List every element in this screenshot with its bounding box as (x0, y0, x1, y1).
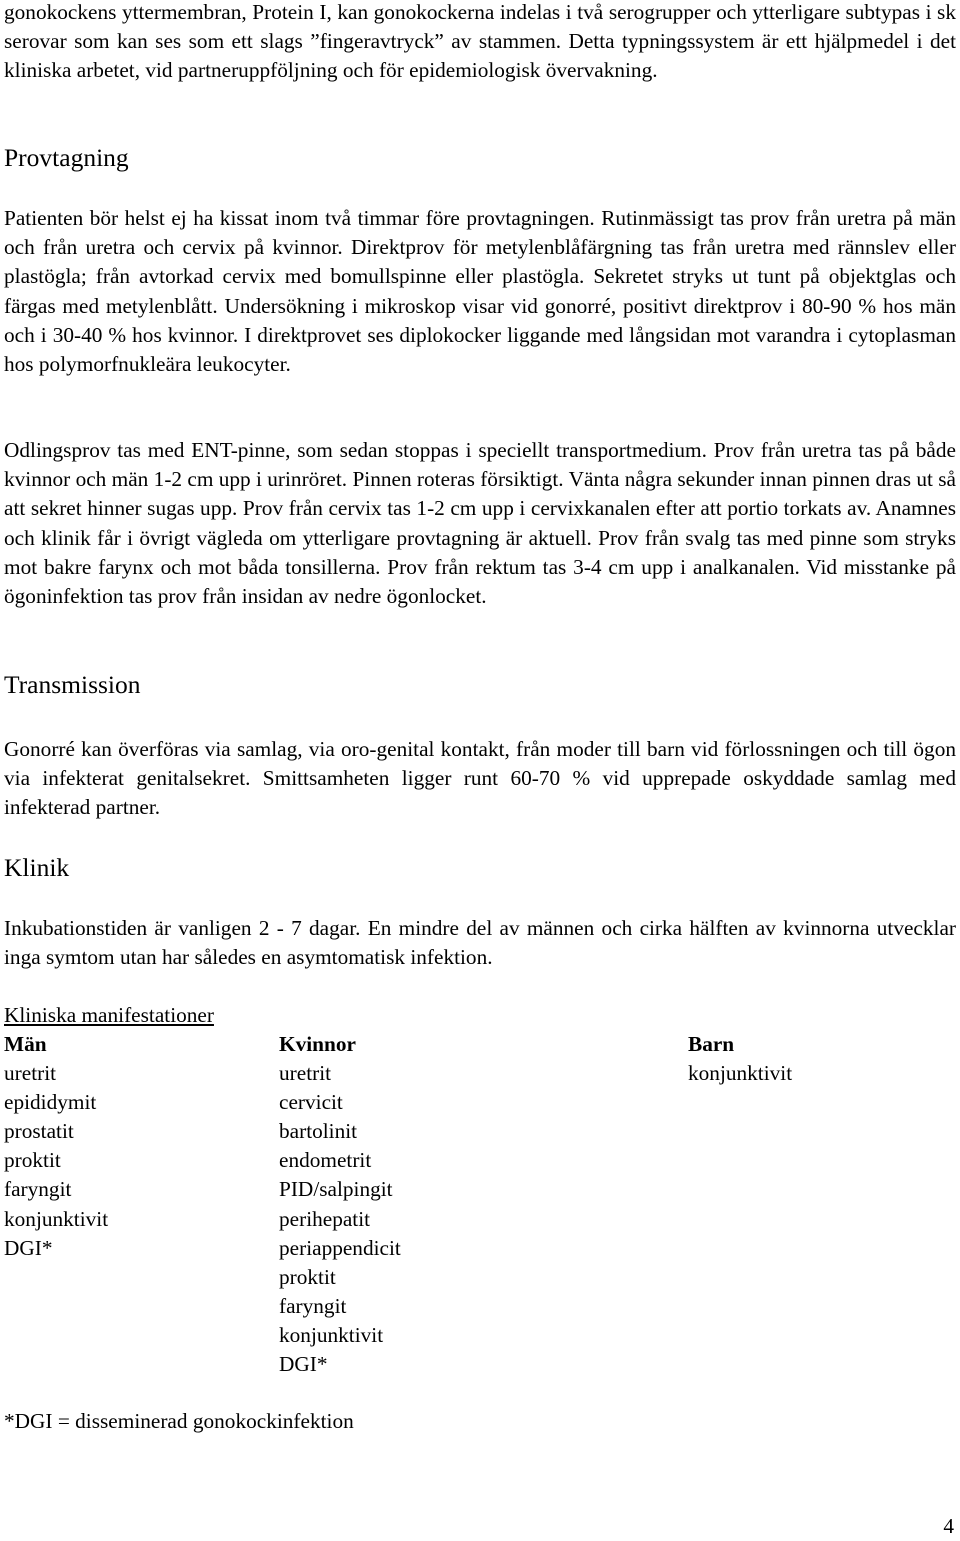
column-header-man: Män (4, 1032, 47, 1056)
provtagning-paragraph-2: Odlingsprov tas med ENT-pinne, som sedan stoppas i speciellt transportmedium. Prov från uretra tas på både kvinnor och män 1-2 cm upp i urinröret. Pinnen roteras försiktigt. Vänta några sekunder innan pinnen dras ut så att sekret hinner sugas upp. Prov från cervix tas 1-2 cm upp i cervixkanalen efter att portio torkats av. Anamnes och klinik får i övrigt vägleda om ytterligare provtagning är aktuell. Prov från svalg tas med pinne som stryks mot bakre farynx och mot båda tonsillerna. Prov från rektum tas 3-4 cm upp i analkanalen. Vid misstanke på ögoninfektion tas prov från insidan av nedre ögonlocket. (4, 438, 956, 609)
provtagning-paragraph-1: Patienten bör helst ej ha kissat inom två timmar före provtagningen. Rutinmässigt tas prov från uretra på män och från uretra och cervix på kvinnor. Direktprov för metylenblåfärgning tas från uretra med rännslev eller plastögla; från avtorkad cervix med bomullspinne eller plastögla. Sekretet stryks ut tunt på objektglas och färgas med metylenblått. Undersökning i mikroskop visar vid gonorré, positivt direktprov i 80-90 % hos män och i 30-40 % hos kvinnor. I direktprovet ses diplokocker liggande med långsidan mot varandra i cytoplasman hos polymorfnukleära leukocyter. (4, 206, 956, 377)
list-item: epididymit (4, 1090, 97, 1115)
list-item: perihepatit (279, 1206, 371, 1231)
list-item: faryngit (4, 1177, 72, 1202)
column-kvinnor (279, 1030, 401, 1379)
list-item: bartolinit (279, 1119, 358, 1144)
heading-klinik: Klinik (4, 853, 70, 882)
list-item: uretrit (279, 1061, 332, 1086)
list-item: konjunktivit (279, 1322, 384, 1347)
column-man (4, 1030, 108, 1263)
heading-kliniska-manifestationer: Kliniska manifestationer (4, 1003, 214, 1027)
heading-transmission: Transmission (4, 670, 141, 699)
transmission-paragraph: Gonorré kan överföras via samlag, via oro-genital kontakt, från moder till barn vid förlossningen och till ögon via infekterat genitalsekret. Smittsamheten ligger runt 60-70 % vid upprepade oskyddade samlag med infekterad partner. (4, 737, 956, 820)
list-item: periappendicit (279, 1235, 401, 1260)
page-number: 4 (943, 1514, 954, 1538)
list-item: konjunktivit (4, 1206, 109, 1231)
column-header-kvinnor: Kvinnor (279, 1032, 356, 1056)
list-item: uretrit (4, 1061, 57, 1086)
list-item: cervicit (279, 1090, 343, 1115)
column-barn (688, 1030, 792, 1088)
klinik-paragraph: Inkubationstiden är vanligen 2 - 7 dagar. En mindre del av männen och cirka hälften av kvinnorna utvecklar inga symtom utan har således en asymtomatisk infektion. (4, 916, 956, 970)
footnote: *DGI = disseminerad gonokockinfektion (4, 1409, 354, 1433)
intro-paragraph: gonokockens yttermembran, Protein I, kan gonokockerna indelas i två serogrupper och ytterligare subtypas i sk serovar som kan ses som ett slags ”fingeravtryck” av stammen. Detta typningssystem är ett hjälpmedel i det kliniska arbetet, vid partneruppföljning och för epidemiologisk övervakning. (4, 0, 956, 83)
list-item: prostatit (4, 1119, 74, 1144)
list-item: faryngit (279, 1293, 347, 1318)
heading-provtagning: Provtagning (4, 143, 129, 172)
list-item: konjunktivit (688, 1061, 793, 1086)
column-header-barn: Barn (688, 1032, 735, 1056)
list-item: DGI* (279, 1352, 328, 1377)
list-item: proktit (279, 1264, 336, 1289)
list-item: endometrit (279, 1148, 372, 1173)
list-item: PID/salpingit (279, 1177, 393, 1202)
list-item: DGI* (4, 1235, 53, 1260)
list-item: proktit (4, 1148, 61, 1173)
